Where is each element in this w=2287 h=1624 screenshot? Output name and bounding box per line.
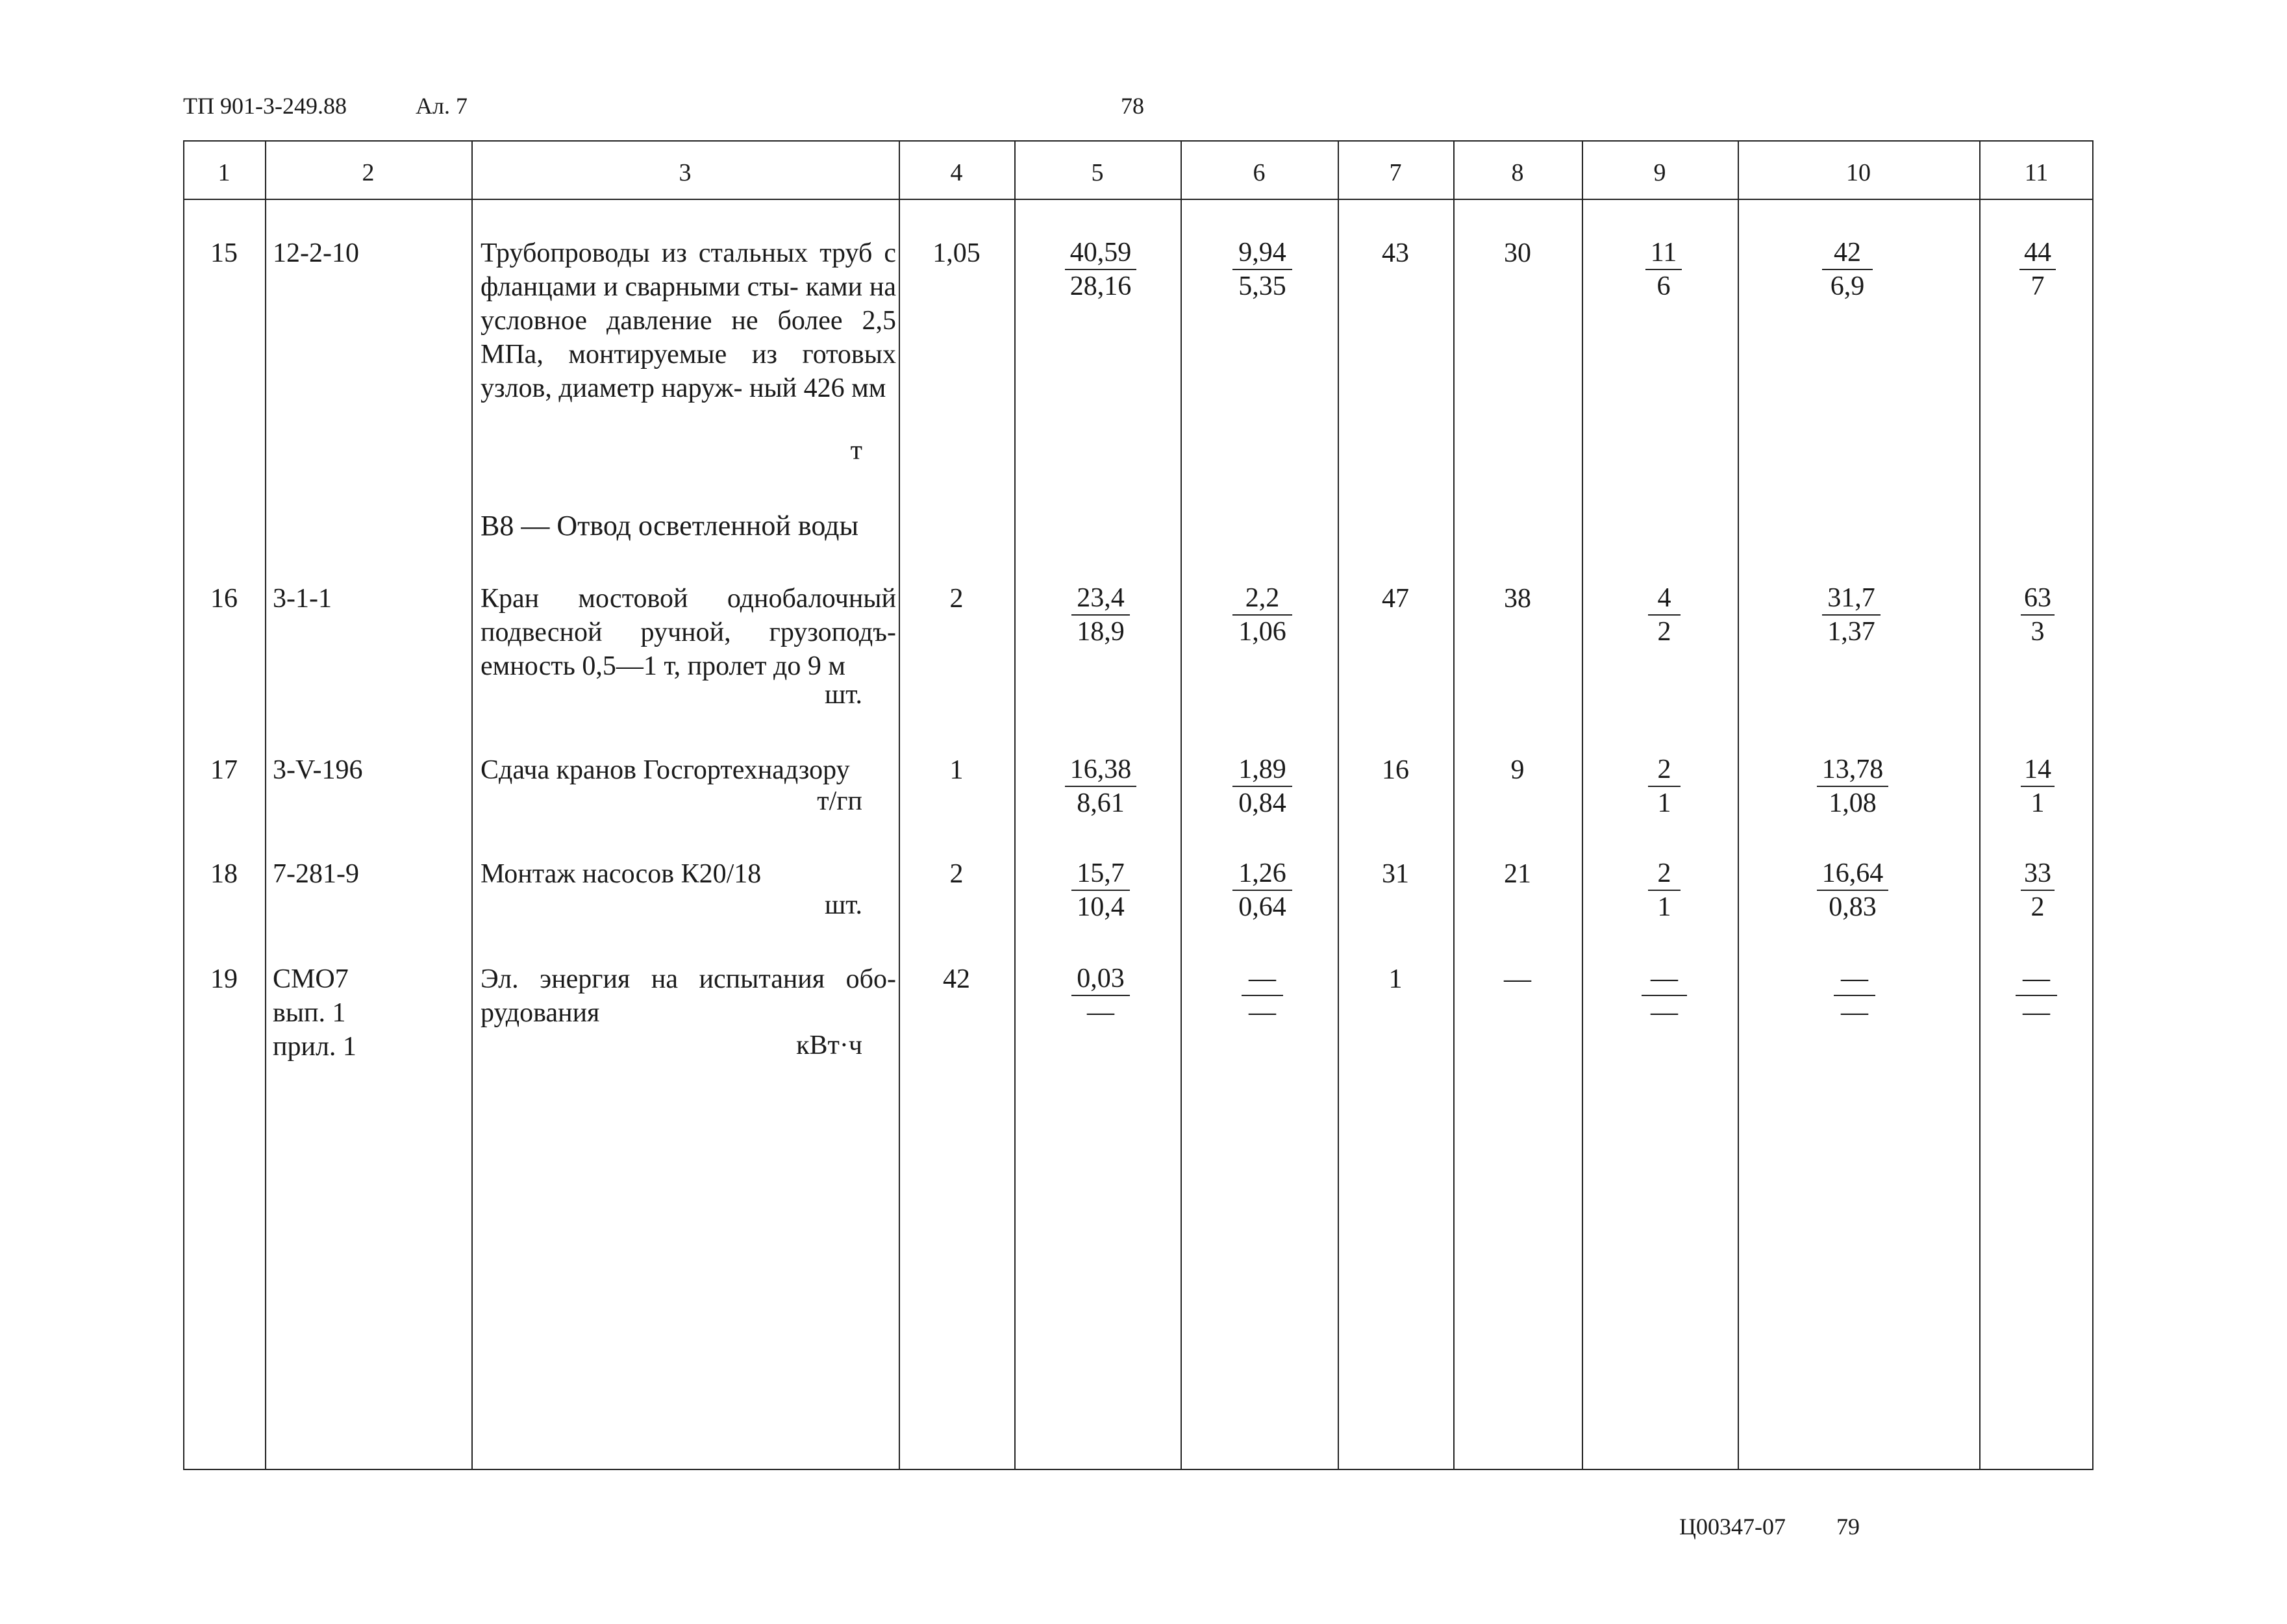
row-c5-fraction: 0,03 — <box>1071 962 1130 1029</box>
footer-code: Ц00347-07 <box>1679 1514 1786 1540</box>
row-code: 12-2-10 <box>273 238 359 268</box>
row-number: 15 <box>210 238 238 268</box>
col-divider <box>1738 140 1739 1470</box>
row-c9-fraction: $\frac{2}{1}$ <box>1648 857 1681 923</box>
row-code: 7-281-9 <box>273 859 359 889</box>
row-c4: 1,05 <box>932 238 981 268</box>
col-divider <box>899 140 900 1470</box>
row-c11-fraction: — — <box>2016 962 2057 1029</box>
col-header-2: 2 <box>362 159 375 186</box>
row-c7: 43 <box>1382 238 1409 268</box>
row-c9-fraction: $\frac{2}{1}$ <box>1648 753 1681 819</box>
col-divider <box>1582 140 1583 1470</box>
row-c10-fraction: $\frac{42}{6,9}$ <box>1822 236 1873 303</box>
row-number: 16 <box>210 584 238 614</box>
row-c6-fraction: $\frac{9,94}{5,35}$ <box>1232 236 1292 303</box>
col-header-3: 3 <box>679 159 692 186</box>
row-unit: шт. <box>824 890 862 920</box>
row-unit: т <box>850 436 862 466</box>
row-description: Эл. энергия на испытания обо- рудования <box>481 964 896 1028</box>
row-description: Кран мостовой однобалочный подвесной ручной, грузоподъ- емность 0,5—1 т, пролет до 9 м <box>481 584 896 681</box>
page-number: 78 <box>1121 93 1144 119</box>
col-header-9: 9 <box>1653 159 1666 186</box>
col-divider <box>1979 140 1981 1470</box>
row-number: 18 <box>210 859 238 889</box>
row-c6-fraction: $\frac{2,2}{1,06}$ <box>1232 582 1292 648</box>
row-c5-fraction: $\frac{23,4}{18,9}$ <box>1071 582 1130 648</box>
col-header-4: 4 <box>950 159 963 186</box>
row-c4: 42 <box>943 964 970 994</box>
section-title: В8 — Отвод осветленной воды <box>481 510 859 542</box>
row-code: 3-1-1 <box>273 584 332 614</box>
row-code-line: вып. 1 <box>273 998 346 1028</box>
row-c10-fraction: $\frac{31,7}{1,37}$ <box>1822 582 1881 648</box>
col-divider <box>265 140 266 1470</box>
col-header-6: 6 <box>1253 159 1266 186</box>
row-c5-fraction: $\frac{40,59}{28,16}$ <box>1065 236 1136 303</box>
row-c4: 1 <box>949 755 964 785</box>
row-c6-fraction: $\frac{1,89}{0,84}$ <box>1232 753 1292 819</box>
row-c8: 21 <box>1504 859 1531 889</box>
col-header-1: 1 <box>218 159 231 186</box>
row-description: Сдача кранов Госгортехнадзору <box>481 755 850 785</box>
row-c10-fraction: — — <box>1834 962 1875 1029</box>
row-c7: 31 <box>1382 859 1409 889</box>
row-unit: кВт·ч <box>796 1031 862 1060</box>
row-unit: т/гп <box>817 786 862 816</box>
row-c7: 47 <box>1382 584 1409 614</box>
row-description: Монтаж насосов К20/18 <box>481 859 762 889</box>
col-divider <box>1181 140 1182 1470</box>
row-c11-fraction: $\frac{44}{7}$ <box>2019 236 2056 303</box>
row-c5-fraction: $\frac{16,38}{8,61}$ <box>1065 753 1136 819</box>
row-c11-fraction: $\frac{33}{2}$ <box>2021 857 2055 923</box>
album-label: Ал. 7 <box>416 93 468 119</box>
row-code: 3-V-196 <box>273 755 363 785</box>
row-description: Трубопроводы из стальных труб с фланцами и сварными сты- ками на условное давление не более 2,5 МПа, монтируемые из готовых узлов, диаметр наруж- ный 426 мм <box>481 238 896 403</box>
row-c9-fraction: — — <box>1642 962 1687 1029</box>
col-divider <box>1453 140 1455 1470</box>
row-c10-fraction: $\frac{13,78}{1,08}$ <box>1817 753 1888 819</box>
table-frame <box>183 140 2093 1470</box>
col-header-5: 5 <box>1091 159 1104 186</box>
row-c4: 2 <box>949 584 964 614</box>
header-row-divider <box>183 199 2093 200</box>
footer-page: 79 <box>1836 1514 1860 1540</box>
row-c8: 9 <box>1510 755 1525 785</box>
row-code-line: СМО7 <box>273 964 349 994</box>
row-code-line: прил. 1 <box>273 1032 356 1062</box>
row-unit: шт. <box>824 680 862 710</box>
row-c6-fraction: — — <box>1242 962 1283 1029</box>
row-c10-fraction: $\frac{16,64}{0,83}$ <box>1817 857 1888 923</box>
row-c9-fraction: $\frac{4}{2}$ <box>1648 582 1681 648</box>
row-c5-fraction: $\frac{15,7}{10,4}$ <box>1071 857 1130 923</box>
col-divider <box>1014 140 1016 1470</box>
row-c9-fraction: $\frac{11}{6}$ <box>1645 236 1682 303</box>
row-c8: 38 <box>1504 584 1531 614</box>
row-number: 19 <box>210 964 238 994</box>
col-header-7: 7 <box>1389 159 1402 186</box>
row-number: 17 <box>210 755 238 785</box>
row-c7: 16 <box>1382 755 1409 785</box>
row-c4: 2 <box>949 859 964 889</box>
col-header-8: 8 <box>1511 159 1524 186</box>
row-c11-fraction: $\frac{14}{1}$ <box>2021 753 2055 819</box>
row-c7: 1 <box>1388 964 1403 994</box>
col-divider <box>471 140 473 1470</box>
row-c8: 30 <box>1504 238 1531 268</box>
doc-code: ТП 901-3-249.88 <box>183 93 347 119</box>
col-header-10: 10 <box>1846 159 1871 186</box>
row-c11-fraction: $\frac{63}{3}$ <box>2021 582 2055 648</box>
row-c6-fraction: $\frac{1,26}{0,64}$ <box>1232 857 1292 923</box>
row-c8: — <box>1504 964 1531 994</box>
col-divider <box>1338 140 1339 1470</box>
col-header-11: 11 <box>2024 159 2049 186</box>
